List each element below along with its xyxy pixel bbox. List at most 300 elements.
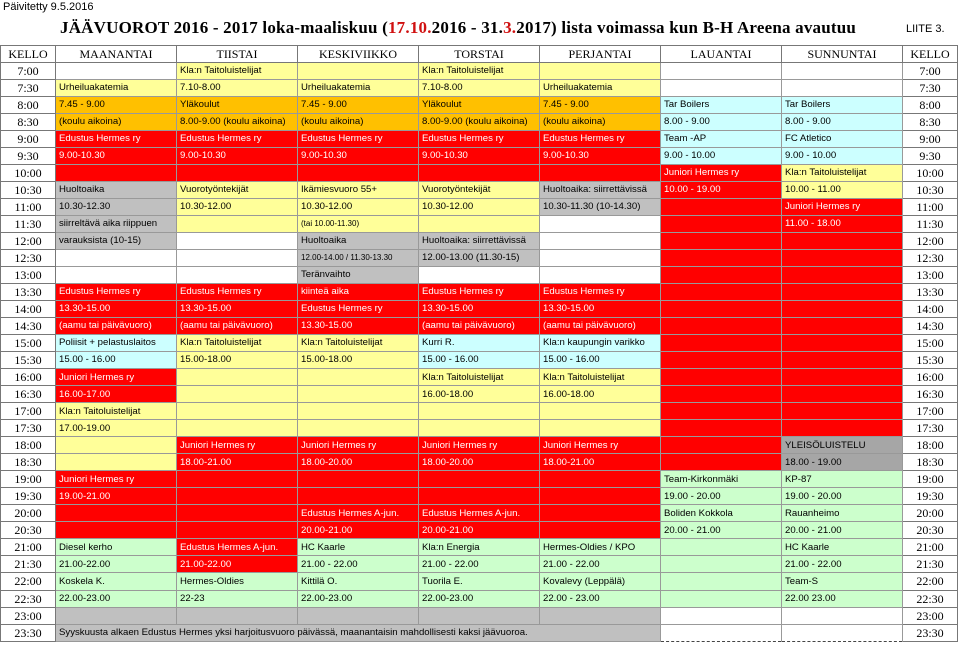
time-row <box>1 182 958 199</box>
slot-cell: Vuorotyöntekijät <box>419 182 540 199</box>
time-row <box>1 233 958 250</box>
slot-cell <box>56 165 177 182</box>
slot-cell: 19.00-21.00 <box>56 488 177 505</box>
slot-cell: Juniori Hermes ry <box>298 437 419 454</box>
slot-cell: HC Kaarle <box>298 539 419 556</box>
slot-cell <box>540 505 661 522</box>
slot-cell: 9.00-10.30 <box>298 148 419 165</box>
time-cell: 21:30 <box>1 556 56 573</box>
time-cell: 14:30 <box>1 318 56 335</box>
time-row <box>1 63 958 80</box>
slot-cell: Urheiluakatemia <box>540 80 661 97</box>
time-cell: 22:30 <box>903 590 958 607</box>
time-cell: 20:00 <box>903 505 958 522</box>
slot-cell <box>177 420 298 437</box>
column-header: TIISTAI <box>177 46 298 63</box>
time-cell: 10:00 <box>903 165 958 182</box>
slot-cell <box>56 522 177 539</box>
slot-cell: 15.00-18.00 <box>177 352 298 369</box>
slot-cell <box>540 216 661 233</box>
slot-cell <box>782 250 903 267</box>
slot-cell: 7.10-8.00 <box>419 80 540 97</box>
slot-cell <box>661 573 782 590</box>
slot-cell: (aamu tai päivävuoro) <box>540 318 661 335</box>
slot-cell: Kla:n Taitoluistelijat <box>56 403 177 420</box>
slot-cell: Edustus Hermes ry <box>419 284 540 301</box>
time-cell: 16:30 <box>903 386 958 403</box>
slot-cell <box>56 267 177 284</box>
time-row <box>1 335 958 352</box>
slot-cell: Huoltoaika: siirrettävissä <box>540 182 661 199</box>
slot-cell: Team-Kirkonmäki <box>661 471 782 488</box>
slot-cell: 8.00 - 9.00 <box>661 114 782 131</box>
slot-cell: 21.00 - 22.00 <box>419 556 540 573</box>
slot-cell <box>177 165 298 182</box>
slot-cell: Tar Boilers <box>782 97 903 114</box>
slot-cell: Edustus Hermes ry <box>177 131 298 148</box>
slot-cell <box>419 403 540 420</box>
time-row <box>1 403 958 420</box>
slot-cell <box>177 369 298 386</box>
slot-cell <box>661 284 782 301</box>
slot-cell <box>540 250 661 267</box>
slot-cell: 16.00-17.00 <box>56 386 177 403</box>
time-cell: 8:00 <box>903 97 958 114</box>
slot-cell <box>661 454 782 471</box>
time-cell: 15:30 <box>903 352 958 369</box>
time-row <box>1 624 958 641</box>
header-row <box>1 46 958 63</box>
time-cell: 12:00 <box>903 233 958 250</box>
slot-cell <box>419 471 540 488</box>
time-cell: 16:00 <box>1 369 56 386</box>
slot-cell: Juniori Hermes ry <box>782 199 903 216</box>
slot-cell <box>782 301 903 318</box>
time-cell: 21:30 <box>903 556 958 573</box>
slot-cell: 18.00-21.00 <box>540 454 661 471</box>
slot-cell: 17.00-19.00 <box>56 420 177 437</box>
slot-cell <box>419 420 540 437</box>
time-cell: 14:30 <box>903 318 958 335</box>
slot-cell: Vuorotyöntekijät <box>177 182 298 199</box>
slot-cell: Kla:n Taitoluistelijat <box>177 335 298 352</box>
slot-cell <box>661 318 782 335</box>
column-header: LAUANTAI <box>661 46 782 63</box>
slot-cell: Kla:n Taitoluistelijat <box>177 63 298 80</box>
time-cell: 11:30 <box>1 216 56 233</box>
slot-cell: Urheiluakatemia <box>298 80 419 97</box>
slot-cell <box>419 165 540 182</box>
slot-cell: Koskela K. <box>56 573 177 590</box>
slot-cell: 9.00 - 10.00 <box>782 148 903 165</box>
slot-cell: 20.00 - 21.00 <box>661 522 782 539</box>
time-cell: 21:00 <box>1 539 56 556</box>
time-cell: 13:00 <box>1 267 56 284</box>
slot-cell: YLEISÖLUISTELU <box>782 437 903 454</box>
slot-cell: Juniori Hermes ry <box>661 165 782 182</box>
slot-cell <box>782 80 903 97</box>
column-header: SUNNUNTAI <box>782 46 903 63</box>
time-cell: 7:30 <box>903 80 958 97</box>
slot-cell: 21.00-22.00 <box>56 556 177 573</box>
slot-cell <box>782 624 903 641</box>
slot-cell: Edustus Hermes A-jun. <box>298 505 419 522</box>
slot-cell: Kla:n Taitoluistelijat <box>540 369 661 386</box>
time-row <box>1 250 958 267</box>
slot-cell: (aamu tai päivävuoro) <box>177 318 298 335</box>
slot-cell: Kla:n Energia <box>419 539 540 556</box>
slot-cell: Huoltoaika <box>298 233 419 250</box>
time-row <box>1 97 958 114</box>
time-row <box>1 301 958 318</box>
slot-cell: (koulu aikoina) <box>540 114 661 131</box>
slot-cell: 15.00-18.00 <box>298 352 419 369</box>
time-cell: 9:00 <box>903 131 958 148</box>
time-cell: 8:30 <box>1 114 56 131</box>
slot-cell: Team-S <box>782 573 903 590</box>
time-cell: 22:00 <box>903 573 958 590</box>
slot-cell <box>298 165 419 182</box>
slot-cell <box>56 505 177 522</box>
time-row <box>1 216 958 233</box>
slot-cell: Juniori Hermes ry <box>177 437 298 454</box>
slot-cell: 9.00-10.30 <box>540 148 661 165</box>
slot-cell: 7.45 - 9.00 <box>56 97 177 114</box>
time-row <box>1 539 958 556</box>
time-row <box>1 607 958 624</box>
slot-cell: Juniori Hermes ry <box>540 437 661 454</box>
slot-cell: 16.00-18.00 <box>540 386 661 403</box>
slot-cell: Edustus Hermes A-jun. <box>177 539 298 556</box>
time-row <box>1 199 958 216</box>
slot-cell <box>661 539 782 556</box>
slot-cell: Kovalevy (Leppälä) <box>540 573 661 590</box>
slot-cell <box>177 216 298 233</box>
time-cell: 9:00 <box>1 131 56 148</box>
slot-cell <box>540 233 661 250</box>
time-cell: 11:00 <box>903 199 958 216</box>
slot-cell: siirreltävä aika riippuen <box>56 216 177 233</box>
time-cell: 17:30 <box>1 420 56 437</box>
slot-cell <box>661 335 782 352</box>
slot-cell: 18.00 - 19.00 <box>782 454 903 471</box>
slot-cell <box>661 590 782 607</box>
slot-cell <box>177 233 298 250</box>
slot-cell <box>782 386 903 403</box>
time-row <box>1 148 958 165</box>
time-row <box>1 454 958 471</box>
page-title: JÄÄVUOROT 2016 - 2017 loka-maaliskuu (17.10.2016 - 31.3.2017) lista voimassa kun B-H Areena avautuu <box>60 18 857 37</box>
slot-cell: 8.00-9.00 (koulu aikoina) <box>419 114 540 131</box>
time-row <box>1 420 958 437</box>
slot-cell: Tuorila E. <box>419 573 540 590</box>
time-cell: 16:00 <box>903 369 958 386</box>
column-header: KELLO <box>903 46 958 63</box>
time-row <box>1 80 958 97</box>
slot-cell: 10.30-12.00 <box>298 199 419 216</box>
slot-cell <box>661 386 782 403</box>
time-cell: 21:00 <box>903 539 958 556</box>
time-cell: 15:00 <box>903 335 958 352</box>
slot-cell <box>177 250 298 267</box>
slot-cell <box>298 386 419 403</box>
time-cell: 12:30 <box>903 250 958 267</box>
time-cell: 10:30 <box>903 182 958 199</box>
slot-cell: 13.30-15.00 <box>298 318 419 335</box>
time-cell: 10:30 <box>1 182 56 199</box>
time-row <box>1 369 958 386</box>
slot-cell: 11.00 - 18.00 <box>782 216 903 233</box>
time-cell: 12:00 <box>1 233 56 250</box>
time-cell: 20:00 <box>1 505 56 522</box>
slot-cell: 7.45 - 9.00 <box>540 97 661 114</box>
time-cell: 13:30 <box>903 284 958 301</box>
slot-cell <box>782 352 903 369</box>
slot-cell <box>298 471 419 488</box>
slot-cell: Juniori Hermes ry <box>56 471 177 488</box>
time-cell: 12:30 <box>1 250 56 267</box>
time-row <box>1 114 958 131</box>
slot-cell: Edustus Hermes ry <box>298 301 419 318</box>
column-header: KELLO <box>1 46 56 63</box>
slot-cell: Hermes-Oldies <box>177 573 298 590</box>
slot-cell: Boliden Kokkola <box>661 505 782 522</box>
time-cell: 18:30 <box>1 454 56 471</box>
slot-cell: 22-23 <box>177 590 298 607</box>
slot-cell <box>419 607 540 624</box>
slot-cell <box>661 233 782 250</box>
time-row <box>1 556 958 573</box>
slot-cell: Teränvaihto <box>298 267 419 284</box>
slot-cell: 16.00-18.00 <box>419 386 540 403</box>
slot-cell: 13.30-15.00 <box>56 301 177 318</box>
slot-cell: Kla:n Taitoluistelijat <box>298 335 419 352</box>
time-row <box>1 352 958 369</box>
time-row <box>1 522 958 539</box>
slot-cell: 22.00-23.00 <box>419 590 540 607</box>
time-cell: 11:00 <box>1 199 56 216</box>
time-cell: 10:00 <box>1 165 56 182</box>
slot-cell: 22.00 23.00 <box>782 590 903 607</box>
slot-cell: (koulu aikoina) <box>56 114 177 131</box>
time-cell: 14:00 <box>1 301 56 318</box>
slot-cell <box>661 369 782 386</box>
slot-cell <box>540 267 661 284</box>
slot-cell: Hermes-Oldies / KPO <box>540 539 661 556</box>
slot-cell: 18.00-21.00 <box>177 454 298 471</box>
slot-cell: 19.00 - 20.00 <box>782 488 903 505</box>
slot-cell: HC Kaarle <box>782 539 903 556</box>
slot-cell: Edustus Hermes ry <box>56 131 177 148</box>
slot-cell <box>540 420 661 437</box>
column-header: TORSTAI <box>419 46 540 63</box>
slot-cell: 10.00 - 19.00 <box>661 182 782 199</box>
slot-cell <box>661 352 782 369</box>
time-cell: 8:30 <box>903 114 958 131</box>
slot-cell: KP-87 <box>782 471 903 488</box>
updated-date: Päivitetty 9.5.2016 <box>3 1 94 13</box>
slot-cell <box>782 403 903 420</box>
time-cell: 18:00 <box>1 437 56 454</box>
slot-cell <box>298 403 419 420</box>
slot-cell: 15.00 - 16.00 <box>56 352 177 369</box>
slot-cell <box>540 403 661 420</box>
slot-cell <box>782 335 903 352</box>
time-cell: 8:00 <box>1 97 56 114</box>
slot-cell <box>540 488 661 505</box>
slot-cell: Edustus Hermes ry <box>419 131 540 148</box>
slot-cell: (tai 10.00-11.30) <box>298 216 419 233</box>
slot-cell: 22.00-23.00 <box>56 590 177 607</box>
time-row <box>1 386 958 403</box>
time-cell: 23:30 <box>903 624 958 641</box>
slot-cell: 10.30-11.30 (10-14.30) <box>540 199 661 216</box>
time-cell: 17:00 <box>1 403 56 420</box>
slot-cell <box>661 437 782 454</box>
slot-cell: Edustus Hermes ry <box>177 284 298 301</box>
time-cell: 9:30 <box>903 148 958 165</box>
slot-cell <box>782 369 903 386</box>
slot-cell: Diesel kerho <box>56 539 177 556</box>
time-cell: 13:30 <box>1 284 56 301</box>
slot-cell: 9.00-10.30 <box>419 148 540 165</box>
slot-cell: Urheiluakatemia <box>56 80 177 97</box>
slot-cell: 21.00 - 22.00 <box>782 556 903 573</box>
time-cell: 19:00 <box>1 471 56 488</box>
slot-cell: (aamu tai päivävuoro) <box>56 318 177 335</box>
slot-cell: 9.00-10.30 <box>56 148 177 165</box>
slot-cell <box>782 63 903 80</box>
slot-cell <box>177 403 298 420</box>
slot-cell <box>56 63 177 80</box>
time-cell: 7:00 <box>1 63 56 80</box>
slot-cell <box>661 199 782 216</box>
slot-cell <box>56 607 177 624</box>
time-cell: 22:00 <box>1 573 56 590</box>
time-cell: 17:00 <box>903 403 958 420</box>
slot-cell <box>661 216 782 233</box>
column-header: MAANANTAI <box>56 46 177 63</box>
time-cell: 16:30 <box>1 386 56 403</box>
slot-cell <box>661 63 782 80</box>
slot-cell <box>661 607 782 624</box>
slot-cell: 13.30-15.00 <box>177 301 298 318</box>
slot-cell: 21.00 - 22.00 <box>540 556 661 573</box>
slot-cell <box>661 301 782 318</box>
slot-cell <box>782 284 903 301</box>
slot-cell <box>298 420 419 437</box>
slot-cell <box>540 471 661 488</box>
slot-cell: Kla:n Taitoluistelijat <box>782 165 903 182</box>
slot-cell: Kla:n Taitoluistelijat <box>419 63 540 80</box>
slot-cell <box>661 420 782 437</box>
time-row <box>1 437 958 454</box>
time-cell: 19:30 <box>903 488 958 505</box>
slot-cell: 20.00-21.00 <box>298 522 419 539</box>
slot-cell: 22.00 - 23.00 <box>540 590 661 607</box>
slot-cell: 18.00-20.00 <box>419 454 540 471</box>
slot-cell <box>177 522 298 539</box>
slot-cell: Edustus Hermes ry <box>56 284 177 301</box>
slot-cell <box>661 267 782 284</box>
slot-cell <box>419 216 540 233</box>
time-row <box>1 318 958 335</box>
slot-cell: 12.00-13.00 (11.30-15) <box>419 250 540 267</box>
slot-cell: Huoltoaika: siirrettävissä <box>419 233 540 250</box>
time-row <box>1 590 958 607</box>
column-header: KESKIVIIKKO <box>298 46 419 63</box>
slot-cell: 21.00 - 22.00 <box>298 556 419 573</box>
slot-cell <box>56 454 177 471</box>
slot-cell: 9.00 - 10.00 <box>661 148 782 165</box>
slot-cell <box>782 607 903 624</box>
time-cell: 15:00 <box>1 335 56 352</box>
time-cell: 14:00 <box>903 301 958 318</box>
time-row <box>1 505 958 522</box>
time-cell: 11:30 <box>903 216 958 233</box>
slot-cell <box>298 488 419 505</box>
slot-cell: FC Atletico <box>782 131 903 148</box>
slot-cell: Huoltoaika <box>56 182 177 199</box>
time-cell: 7:00 <box>903 63 958 80</box>
slot-cell: 15.00 - 16.00 <box>419 352 540 369</box>
slot-cell: Yläkoulut <box>419 97 540 114</box>
slot-cell: 13.30-15.00 <box>419 301 540 318</box>
time-cell: 19:30 <box>1 488 56 505</box>
time-row <box>1 267 958 284</box>
slot-cell <box>56 250 177 267</box>
slot-cell: Kurri R. <box>419 335 540 352</box>
slot-cell: 10.30-12.30 <box>56 199 177 216</box>
slot-cell <box>540 63 661 80</box>
footnote-cell: Syyskuusta alkaen Edustus Hermes yksi harjoitusvuoro päivässä, maanantaisin mahdollisesti kaksi jäävuoroa. <box>56 624 661 641</box>
slot-cell <box>661 556 782 573</box>
time-cell: 13:00 <box>903 267 958 284</box>
column-header: PERJANTAI <box>540 46 661 63</box>
time-cell: 15:30 <box>1 352 56 369</box>
time-cell: 18:00 <box>903 437 958 454</box>
slot-cell <box>419 267 540 284</box>
slot-cell: (koulu aikoina) <box>298 114 419 131</box>
attachment-label: LIITE 3. <box>906 23 945 35</box>
slot-cell <box>661 624 782 641</box>
slot-cell: Ikämiesvuoro 55+ <box>298 182 419 199</box>
slot-cell: 19.00 - 20.00 <box>661 488 782 505</box>
slot-cell <box>782 267 903 284</box>
slot-cell <box>419 488 540 505</box>
time-cell: 20:30 <box>903 522 958 539</box>
slot-cell: Kla:n kaupungin varikko <box>540 335 661 352</box>
time-cell: 7:30 <box>1 80 56 97</box>
time-row <box>1 131 958 148</box>
time-cell: 22:30 <box>1 590 56 607</box>
time-cell: 23:30 <box>1 624 56 641</box>
slot-cell <box>782 318 903 335</box>
time-row <box>1 488 958 505</box>
slot-cell: Edustus Hermes ry <box>540 284 661 301</box>
slot-cell: 15.00 - 16.00 <box>540 352 661 369</box>
slot-cell: Juniori Hermes ry <box>56 369 177 386</box>
slot-cell <box>177 505 298 522</box>
slot-cell: Kla:n Taitoluistelijat <box>419 369 540 386</box>
slot-cell <box>782 420 903 437</box>
slot-cell: 10.30-12.00 <box>177 199 298 216</box>
time-row <box>1 471 958 488</box>
slot-cell: Edustus Hermes ry <box>298 131 419 148</box>
slot-cell <box>298 369 419 386</box>
time-cell: 20:30 <box>1 522 56 539</box>
time-row <box>1 284 958 301</box>
